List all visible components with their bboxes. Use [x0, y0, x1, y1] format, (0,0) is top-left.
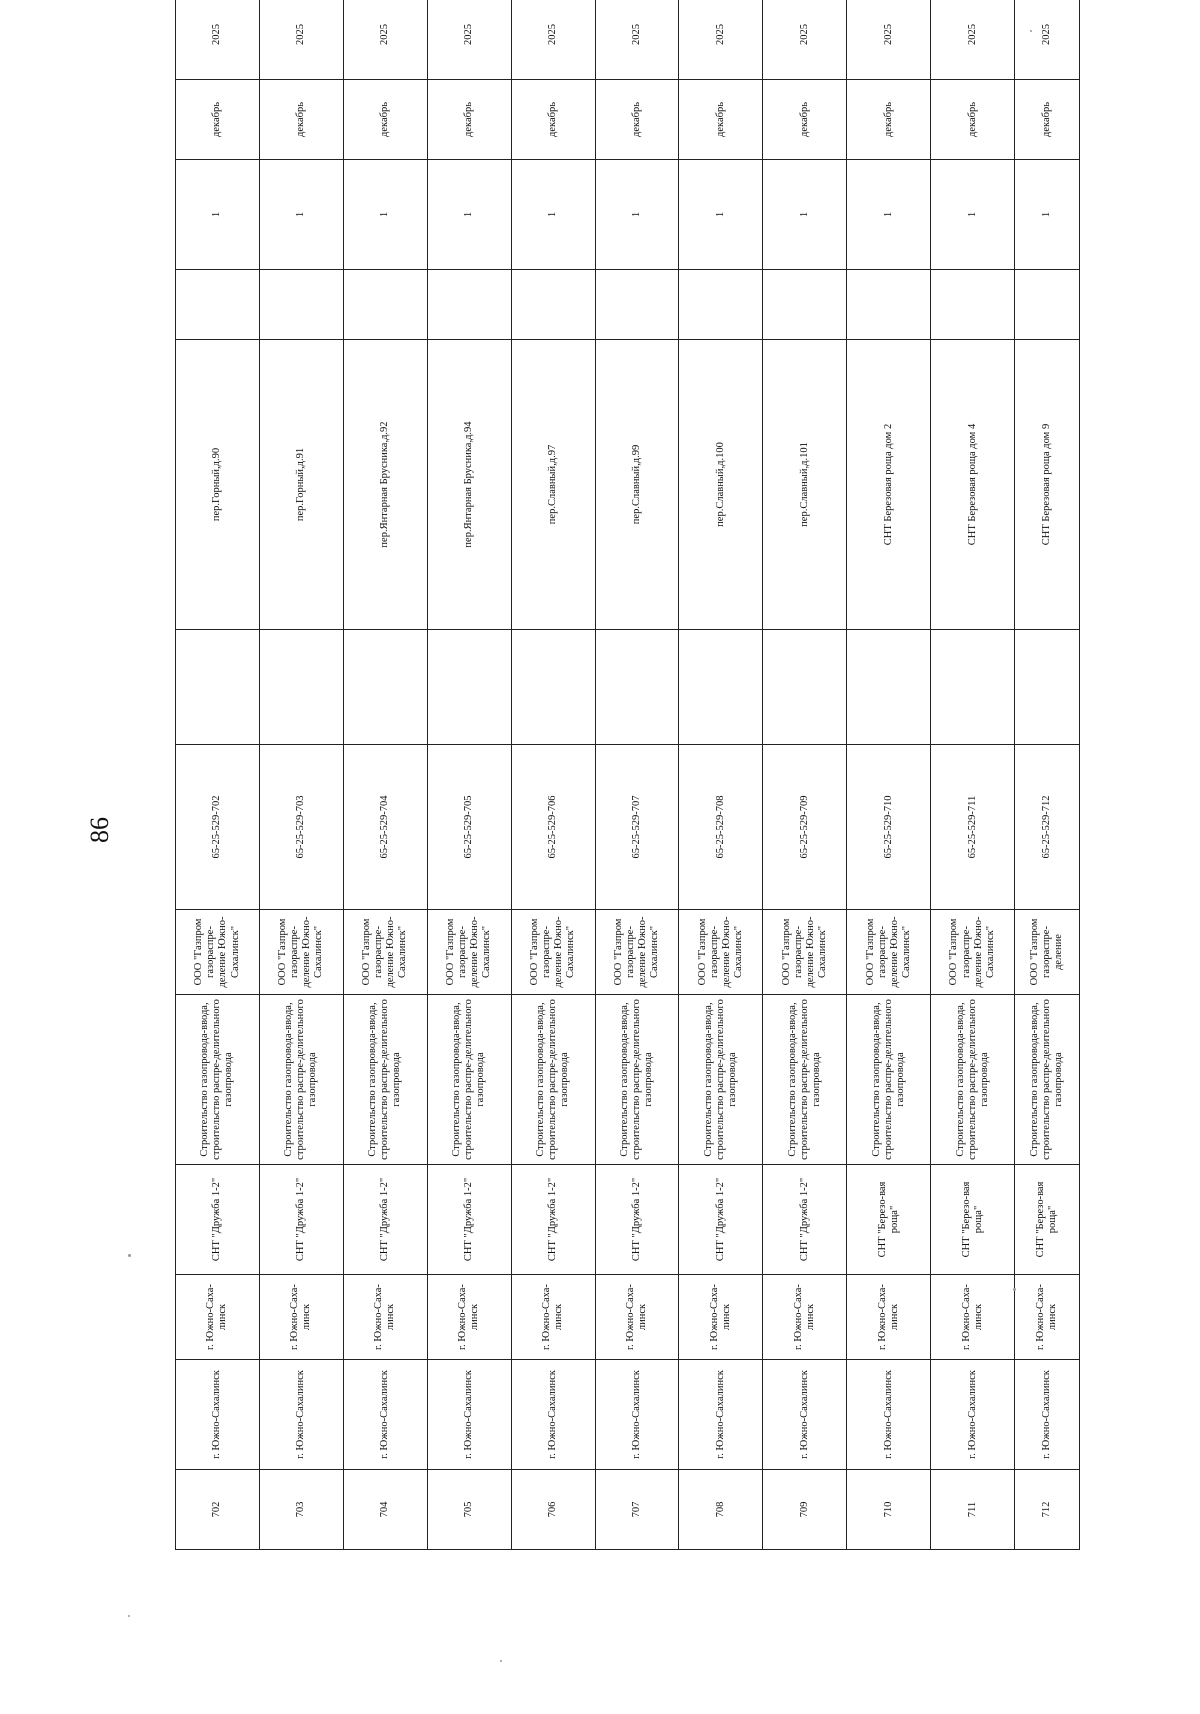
row-number: 711 — [931, 1470, 1015, 1550]
owner-cell: ООО "Газпром газораспре-деление Южно-Сахалинск" — [679, 910, 763, 995]
scan-speck — [1013, 1288, 1016, 1291]
empty-cell — [511, 630, 595, 745]
quantity-cell: 1 — [679, 160, 763, 270]
empty-cell — [763, 630, 847, 745]
owner-cell: ООО "Газпром газораспре-деление Южно-Сахалинск" — [595, 910, 679, 995]
address-cell: СНТ Березовая роща дом 4 — [931, 340, 1015, 630]
settlement-cell: СНТ "Дружба 1-2" — [427, 1165, 511, 1275]
year-cell: 2025 — [679, 0, 763, 80]
quantity-cell: 1 — [595, 160, 679, 270]
address-cell: пер.Славный,д.97 — [511, 340, 595, 630]
locality-cell: г. Южно-Саха-линск — [679, 1275, 763, 1360]
locality-cell: г. Южно-Саха-линск — [343, 1275, 427, 1360]
year-cell: 2025 — [427, 0, 511, 80]
settlement-cell: СНТ "Дружба 1-2" — [343, 1165, 427, 1275]
locality-cell: г. Южно-Саха-линск — [176, 1275, 260, 1360]
work-description-cell: Строительство газопровода-ввода, строительство распре-делительного газопровода — [343, 995, 427, 1165]
empty-cell — [1015, 630, 1080, 745]
work-description-cell: Строительство газопровода-ввода, строительство распре-делительного газопровода — [259, 995, 343, 1165]
table-body — [176, 0, 1080, 1550]
month-cell: декабрь — [931, 80, 1015, 160]
owner-cell: ООО "Газпром газораспре-деление Южно-Сахалинск" — [511, 910, 595, 995]
scan-speck — [128, 1254, 131, 1257]
empty-cell — [595, 270, 679, 340]
object-code-cell: 65-25-529-711 — [931, 745, 1015, 910]
settlement-cell: СНТ "Березо-вая роща" — [1015, 1165, 1080, 1275]
empty-cell — [427, 630, 511, 745]
month-cell: декабрь — [343, 80, 427, 160]
year-cell: 2025 — [763, 0, 847, 80]
district-cell: г. Южно-Сахалинск — [763, 1360, 847, 1470]
work-description-cell: Строительство газопровода-ввода, строительство распре-делительного газопровода — [679, 995, 763, 1165]
quantity-cell: 1 — [343, 160, 427, 270]
owner-cell: ООО "Газпром газораспре-деление Южно-Сахалинск" — [763, 910, 847, 995]
scan-speck — [128, 1615, 130, 1617]
object-code-cell: 65-25-529-704 — [343, 745, 427, 910]
owner-cell: ООО "Газпром газораспре-деление Южно-Сахалинск" — [427, 910, 511, 995]
row-number: 706 — [511, 1470, 595, 1550]
row-number: 705 — [427, 1470, 511, 1550]
settlement-cell: СНТ "Березо-вая роща" — [847, 1165, 931, 1275]
object-code-cell: 65-25-529-705 — [427, 745, 511, 910]
empty-cell — [595, 630, 679, 745]
month-cell: декабрь — [595, 80, 679, 160]
row-number: 710 — [847, 1470, 931, 1550]
work-description-cell: Строительство газопровода-ввода, строительство распре-делительного газопровода — [511, 995, 595, 1165]
quantity-cell: 1 — [1015, 160, 1080, 270]
year-cell: 2025 — [176, 0, 260, 80]
locality-cell: г. Южно-Саха-линск — [847, 1275, 931, 1360]
locality-cell: г. Южно-Саха-линск — [1015, 1275, 1080, 1360]
owner-cell: ООО "Газпром газораспре-деление Южно-Сахалинск" — [847, 910, 931, 995]
locality-cell: г. Южно-Саха-линск — [511, 1275, 595, 1360]
object-code-cell: 65-25-529-709 — [763, 745, 847, 910]
empty-cell — [259, 630, 343, 745]
work-description-cell: Строительство газопровода-ввода, строительство распре-делительного газопровода — [427, 995, 511, 1165]
empty-cell — [679, 630, 763, 745]
address-cell: пер.Горный,д.91 — [259, 340, 343, 630]
table-row — [595, 0, 679, 1550]
year-cell: 2025 — [1015, 0, 1080, 80]
address-cell: пер.Янтарная Брусника,д.94 — [427, 340, 511, 630]
empty-cell — [847, 630, 931, 745]
address-cell: пер.Славный,д.100 — [679, 340, 763, 630]
month-cell: декабрь — [1015, 80, 1080, 160]
table-row — [259, 0, 343, 1550]
empty-cell — [343, 630, 427, 745]
owner-cell: ООО "Газпром газораспре-деление — [1015, 910, 1080, 995]
work-description-cell: Строительство газопровода-ввода, строительство распре-делительного газопровода — [176, 995, 260, 1165]
row-number: 712 — [1015, 1470, 1080, 1550]
year-cell: 2025 — [595, 0, 679, 80]
quantity-cell: 1 — [511, 160, 595, 270]
empty-cell — [931, 630, 1015, 745]
locality-cell: г. Южно-Саха-линск — [931, 1275, 1015, 1360]
district-cell: г. Южно-Сахалинск — [847, 1360, 931, 1470]
month-cell: декабрь — [763, 80, 847, 160]
empty-cell — [259, 270, 343, 340]
table-row — [847, 0, 931, 1550]
row-number: 708 — [679, 1470, 763, 1550]
empty-cell — [427, 270, 511, 340]
quantity-cell: 1 — [427, 160, 511, 270]
table-row — [343, 0, 427, 1550]
table-row — [1015, 0, 1080, 1550]
year-cell: 2025 — [847, 0, 931, 80]
gas-connection-table — [175, 0, 1080, 1550]
scan-speck — [1030, 30, 1032, 32]
object-code-cell: 65-25-529-706 — [511, 745, 595, 910]
month-cell: декабрь — [847, 80, 931, 160]
object-code-cell: 65-25-529-707 — [595, 745, 679, 910]
object-code-cell: 65-25-529-712 — [1015, 745, 1080, 910]
row-number: 702 — [176, 1470, 260, 1550]
month-cell: декабрь — [511, 80, 595, 160]
row-number: 703 — [259, 1470, 343, 1550]
year-cell: 2025 — [343, 0, 427, 80]
settlement-cell: СНТ "Дружба 1-2" — [176, 1165, 260, 1275]
row-number: 709 — [763, 1470, 847, 1550]
address-cell: пер.Горный,д.90 — [176, 340, 260, 630]
row-number: 707 — [595, 1470, 679, 1550]
district-cell: г. Южно-Сахалинск — [931, 1360, 1015, 1470]
empty-cell — [763, 270, 847, 340]
table-row — [427, 0, 511, 1550]
work-description-cell: Строительство газопровода-ввода, строительство распре-делительного газопровода — [595, 995, 679, 1165]
district-cell: г. Южно-Сахалинск — [427, 1360, 511, 1470]
locality-cell: г. Южно-Саха-линск — [427, 1275, 511, 1360]
empty-cell — [931, 270, 1015, 340]
district-cell: г. Южно-Сахалинск — [343, 1360, 427, 1470]
table-row — [763, 0, 847, 1550]
quantity-cell: 1 — [259, 160, 343, 270]
locality-cell: г. Южно-Саха-линск — [763, 1275, 847, 1360]
district-cell: г. Южно-Сахалинск — [1015, 1360, 1080, 1470]
owner-cell: ООО "Газпром газораспре-деление Южно-Сахалинск" — [259, 910, 343, 995]
address-cell: СНТ Березовая роща дом 9 — [1015, 340, 1080, 630]
page-number: 86 — [85, 817, 114, 843]
table-row — [176, 0, 260, 1550]
table-row — [679, 0, 763, 1550]
address-cell: СНТ Березовая роща дом 2 — [847, 340, 931, 630]
quantity-cell: 1 — [931, 160, 1015, 270]
address-cell: пер.Славный,д.101 — [763, 340, 847, 630]
owner-cell: ООО "Газпром газораспре-деление Южно-Сахалинск" — [931, 910, 1015, 995]
month-cell: декабрь — [176, 80, 260, 160]
scan-speck — [500, 1660, 502, 1662]
table-row — [931, 0, 1015, 1550]
district-cell: г. Южно-Сахалинск — [511, 1360, 595, 1470]
rotated-table-wrapper — [175, 24, 1080, 1550]
work-description-cell: Строительство газопровода-ввода, строительство распре-делительного газопровода — [847, 995, 931, 1165]
locality-cell: г. Южно-Саха-линск — [595, 1275, 679, 1360]
quantity-cell: 1 — [763, 160, 847, 270]
district-cell: г. Южно-Сахалинск — [595, 1360, 679, 1470]
year-cell: 2025 — [511, 0, 595, 80]
empty-cell — [679, 270, 763, 340]
object-code-cell: 65-25-529-710 — [847, 745, 931, 910]
table-row — [511, 0, 595, 1550]
locality-cell: г. Южно-Саха-линск — [259, 1275, 343, 1360]
year-cell: 2025 — [931, 0, 1015, 80]
empty-cell — [1015, 270, 1080, 340]
settlement-cell: СНТ "Березо-вая роща" — [931, 1165, 1015, 1275]
object-code-cell: 65-25-529-703 — [259, 745, 343, 910]
owner-cell: ООО "Газпром газораспре-деление Южно-Сахалинск" — [176, 910, 260, 995]
settlement-cell: СНТ "Дружба 1-2" — [595, 1165, 679, 1275]
settlement-cell: СНТ "Дружба 1-2" — [679, 1165, 763, 1275]
empty-cell — [847, 270, 931, 340]
work-description-cell: Строительство газопровода-ввода, строительство распре-делительного газопровода — [931, 995, 1015, 1165]
settlement-cell: СНТ "Дружба 1-2" — [511, 1165, 595, 1275]
settlement-cell: СНТ "Дружба 1-2" — [763, 1165, 847, 1275]
object-code-cell: 65-25-529-702 — [176, 745, 260, 910]
month-cell: декабрь — [679, 80, 763, 160]
quantity-cell: 1 — [847, 160, 931, 270]
district-cell: г. Южно-Сахалинск — [259, 1360, 343, 1470]
empty-cell — [511, 270, 595, 340]
work-description-cell: Строительство газопровода-ввода, строительство распре-делительного газопровода — [763, 995, 847, 1165]
work-description-cell: Строительство газопровода-ввода, строительство распре-делительного газопровода — [1015, 995, 1080, 1165]
district-cell: г. Южно-Сахалинск — [679, 1360, 763, 1470]
empty-cell — [176, 630, 260, 745]
object-code-cell: 65-25-529-708 — [679, 745, 763, 910]
empty-cell — [176, 270, 260, 340]
month-cell: декабрь — [427, 80, 511, 160]
address-cell: пер.Славный,д.99 — [595, 340, 679, 630]
quantity-cell: 1 — [176, 160, 260, 270]
settlement-cell: СНТ "Дружба 1-2" — [259, 1165, 343, 1275]
owner-cell: ООО "Газпром газораспре-деление Южно-Сахалинск" — [343, 910, 427, 995]
district-cell: г. Южно-Сахалинск — [176, 1360, 260, 1470]
row-number: 704 — [343, 1470, 427, 1550]
month-cell: декабрь — [259, 80, 343, 160]
empty-cell — [343, 270, 427, 340]
year-cell: 2025 — [259, 0, 343, 80]
address-cell: пер.Янтарная Брусника,д.92 — [343, 340, 427, 630]
